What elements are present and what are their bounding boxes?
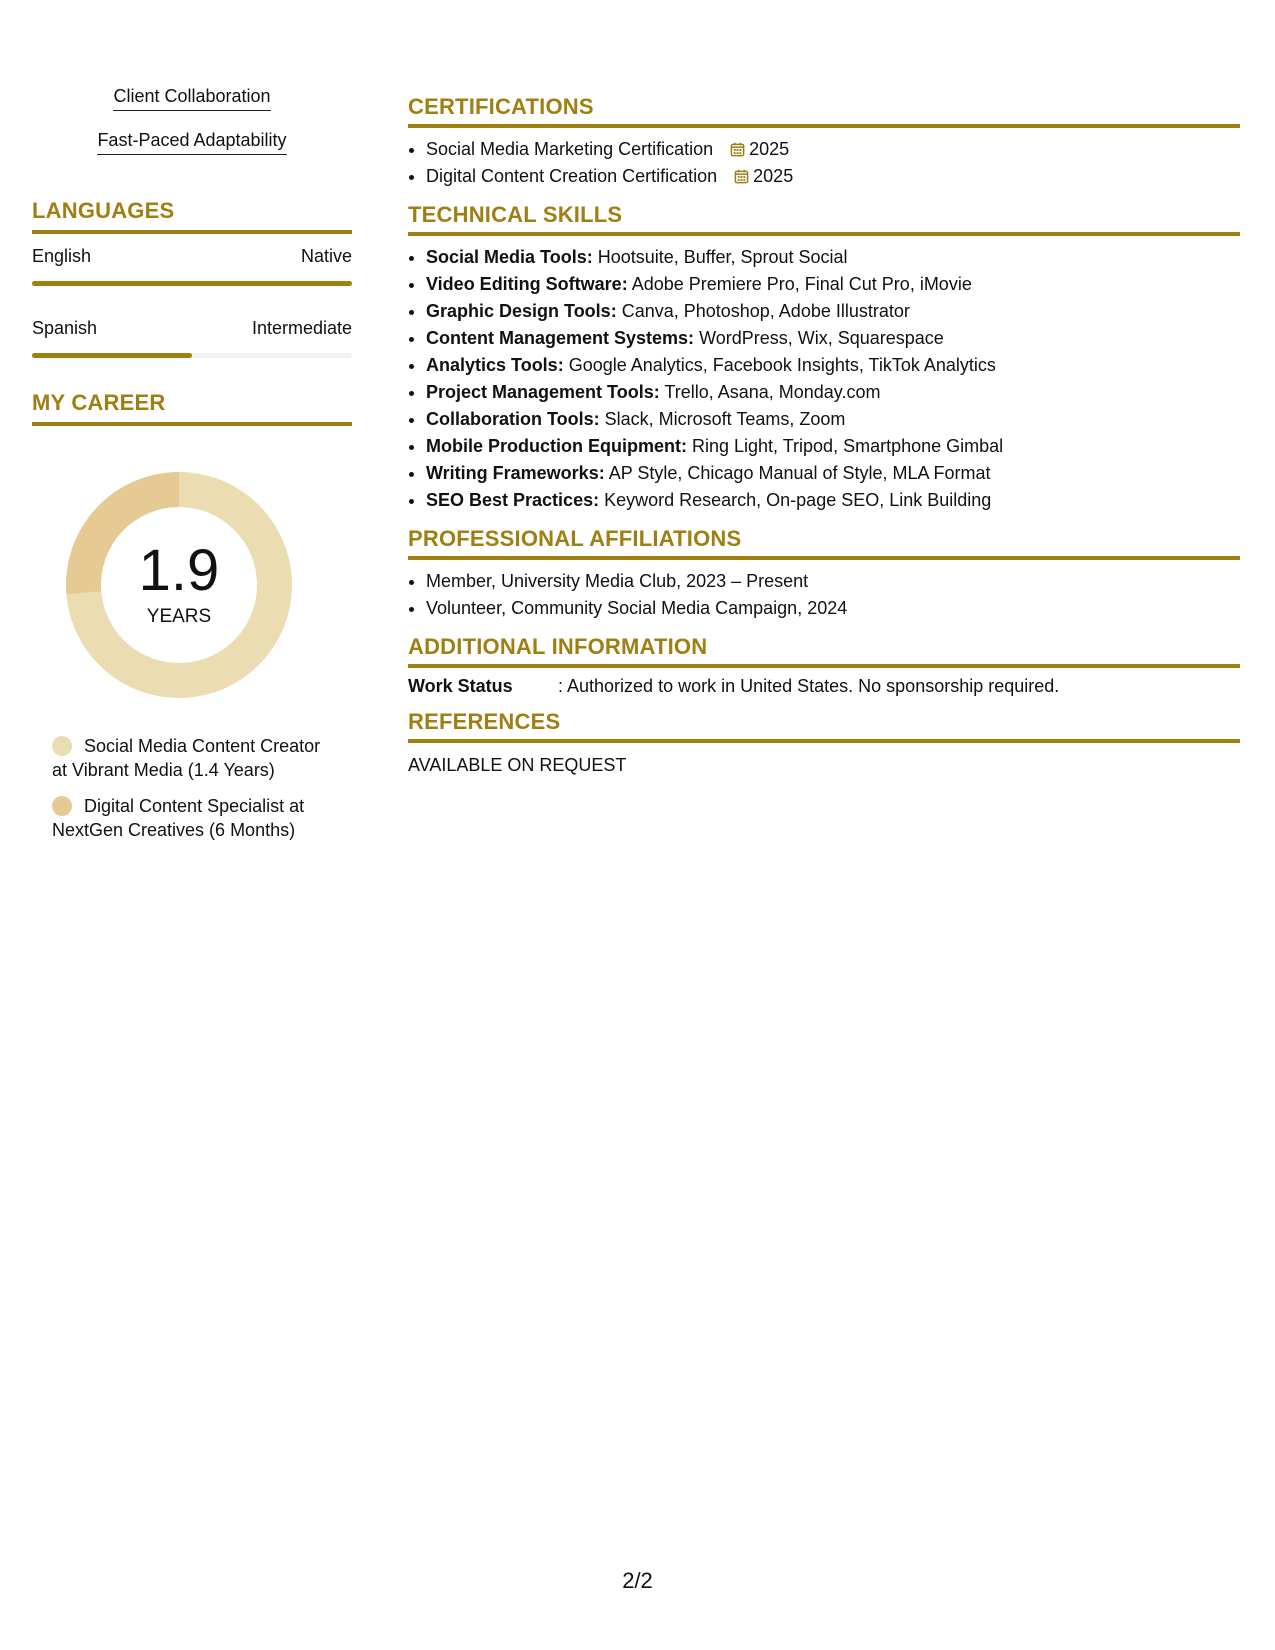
skill-values: Trello, Asana, Monday.com [659, 382, 881, 402]
affiliations-section [408, 526, 1240, 622]
work-status-label: Work Status [408, 676, 513, 696]
certifications-section [408, 94, 1240, 190]
language-proficiency-fill [32, 281, 352, 286]
technical-skill-item [426, 460, 1240, 487]
technical-skill-item [426, 352, 1240, 379]
work-status-value: : Authorized to work in United States. No sponsorship required. [558, 676, 1060, 696]
language-item [32, 318, 352, 358]
technical-skills-heading: TECHNICAL SKILLS [408, 202, 1240, 236]
references-section [408, 709, 1240, 776]
calendar-icon [730, 142, 745, 157]
technical-skill-item [426, 406, 1240, 433]
references-heading: REFERENCES [408, 709, 1240, 743]
soft-skill-item: Client Collaboration [113, 86, 270, 111]
certifications-list [408, 136, 1240, 190]
skill-category: Video Editing Software: [426, 274, 628, 294]
work-status-row [408, 676, 1240, 697]
career-total-value: 1.9 [138, 538, 220, 603]
skill-category: Content Management Systems: [426, 328, 695, 348]
career-total-unit: YEARS [146, 606, 212, 627]
skill-category: Graphic Design Tools: [426, 301, 617, 321]
affiliation-item: • Volunteer, Community Social Media Campaign, 2024 [426, 595, 1240, 622]
soft-skill-item: Fast-Paced Adaptability [97, 130, 286, 155]
language-proficiency-fill [32, 353, 192, 358]
skill-values: Keyword Research, On-page SEO, Link Building [599, 490, 992, 510]
skill-category: SEO Best Practices: [426, 490, 600, 510]
career-legend-item [52, 794, 332, 842]
soft-skills-list [32, 86, 352, 174]
skill-category: Mobile Production Equipment: [426, 436, 687, 456]
language-level: Intermediate [251, 318, 352, 338]
language-item [32, 246, 352, 286]
career-legend-label: Social Media Content Creator at Vibrant Media (1.4 Years) [52, 736, 321, 780]
legend-dot-icon [52, 736, 72, 756]
technical-skill-item [426, 487, 1240, 514]
left-column [32, 86, 352, 854]
certification-item [426, 163, 1240, 190]
career-donut-chart [64, 470, 294, 700]
skill-values: Adobe Premiere Pro, Final Cut Pro, iMovie [627, 274, 972, 294]
skill-values: Google Analytics, Facebook Insights, TikTok Analytics [563, 355, 996, 375]
certifications-heading: CERTIFICATIONS [408, 94, 1240, 128]
page-number: 2/2 [622, 1568, 653, 1593]
technical-skill-item [426, 271, 1240, 298]
affiliation-item: • Member, University Media Club, 2023 – Present [426, 568, 1240, 595]
technical-skill-item [426, 298, 1240, 325]
language-proficiency-bar [32, 353, 352, 358]
skill-category: Social Media Tools: [426, 247, 593, 267]
additional-info-section [408, 634, 1240, 697]
technical-skill-item [426, 244, 1240, 271]
donut-center-label [64, 470, 294, 700]
technical-skills-section [408, 202, 1240, 514]
career-legend-item [52, 734, 332, 782]
skill-values: Canva, Photoshop, Adobe Illustrator [616, 301, 910, 321]
language-name: English [32, 246, 92, 266]
language-name: Spanish [32, 318, 98, 338]
skill-category: Project Management Tools: [426, 382, 660, 402]
skill-category: Collaboration Tools: [426, 409, 600, 429]
certification-name: Digital Content Creation Certification [426, 166, 718, 186]
languages-list [32, 246, 352, 358]
skill-values: WordPress, Wix, Squarespace [694, 328, 944, 348]
career-heading: MY CAREER [32, 390, 352, 426]
technical-skills-list [408, 244, 1240, 514]
languages-heading: LANGUAGES [32, 198, 352, 234]
certification-year: 2025 [753, 166, 794, 186]
affiliations-heading: PROFESSIONAL AFFILIATIONS [408, 526, 1240, 560]
skill-values: Hootsuite, Buffer, Sprout Social [592, 247, 848, 267]
skill-values: Slack, Microsoft Teams, Zoom [599, 409, 846, 429]
affiliations-list [408, 568, 1240, 622]
technical-skill-item [426, 325, 1240, 352]
certification-name: Social Media Marketing Certification [426, 139, 714, 159]
skill-values: AP Style, Chicago Manual of Style, MLA Format [604, 463, 991, 483]
career-legend-label: Digital Content Specialist at NextGen Creatives (6 Months) [52, 796, 305, 840]
additional-info-heading: ADDITIONAL INFORMATION [408, 634, 1240, 668]
skill-category: Analytics Tools: [426, 355, 564, 375]
language-proficiency-bar [32, 281, 352, 286]
certification-item [426, 136, 1240, 163]
certification-year: 2025 [749, 139, 790, 159]
skill-values: Ring Light, Tripod, Smartphone Gimbal [686, 436, 1004, 456]
language-level: Native [300, 246, 352, 266]
right-column [408, 94, 1240, 788]
technical-skill-item [426, 379, 1240, 406]
technical-skill-item [426, 433, 1240, 460]
calendar-icon [734, 169, 749, 184]
references-text: AVAILABLE ON REQUEST [408, 755, 627, 775]
legend-dot-icon [52, 796, 72, 816]
career-legend [52, 734, 332, 842]
skill-category: Writing Frameworks: [426, 463, 605, 483]
